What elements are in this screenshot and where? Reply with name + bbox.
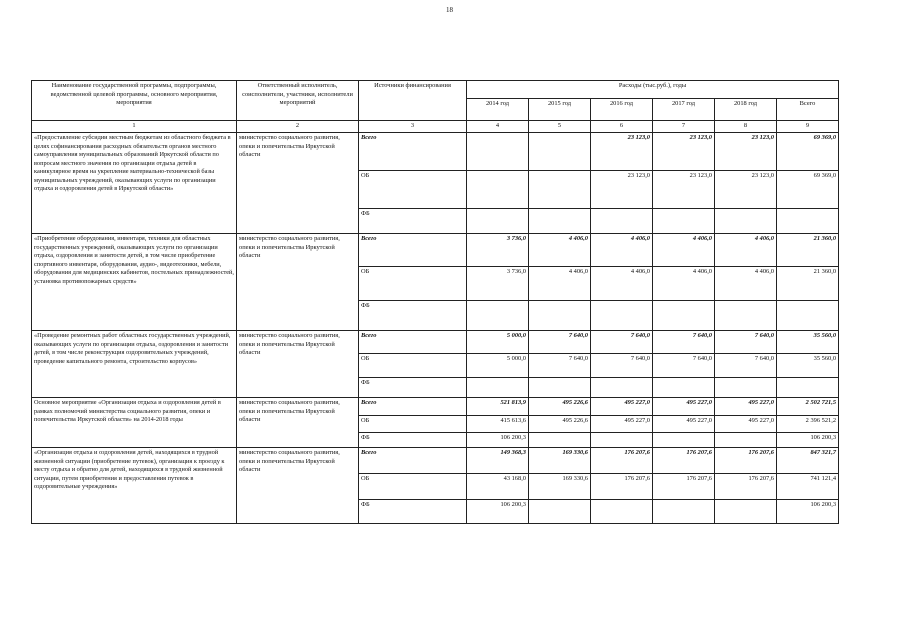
year-value: 23 123,0: [653, 133, 715, 171]
year-value: [591, 378, 653, 398]
year-value: 3 736,0: [467, 234, 529, 267]
year-value: 495 226,6: [529, 398, 591, 416]
table-body: [32, 133, 839, 524]
year-value: 7 640,0: [715, 331, 777, 354]
column-number: 8: [715, 121, 777, 133]
year-value: 4 406,0: [529, 267, 591, 301]
total-value: 35 560,0: [777, 331, 839, 354]
year-value: 23 123,0: [653, 171, 715, 209]
header-year: 2018 год: [715, 99, 777, 121]
funding-source: Всего: [359, 398, 467, 416]
year-value: [529, 500, 591, 524]
funding-source: Всего: [359, 448, 467, 474]
year-value: 106 200,3: [467, 433, 529, 448]
year-value: 7 640,0: [715, 354, 777, 378]
funding-source: Всего: [359, 133, 467, 171]
total-value: 21 360,0: [777, 267, 839, 301]
year-value: 7 640,0: [529, 331, 591, 354]
year-value: 7 640,0: [591, 354, 653, 378]
executor: министерство социального развития, опеки и попечительства Иркутской области: [237, 331, 359, 398]
funding-source: ОБ: [359, 416, 467, 433]
year-value: [715, 378, 777, 398]
year-value: 521 813,9: [467, 398, 529, 416]
executor: министерство социального развития, опеки и попечительства Иркутской области: [237, 398, 359, 448]
year-value: 176 207,6: [653, 474, 715, 500]
year-value: 495 227,0: [653, 398, 715, 416]
funding-source: Всего: [359, 331, 467, 354]
year-value: 5 000,0: [467, 354, 529, 378]
year-value: 4 406,0: [591, 234, 653, 267]
year-value: [467, 209, 529, 234]
expenses-table: [31, 80, 839, 524]
funding-source: ОБ: [359, 171, 467, 209]
column-number: 9: [777, 121, 839, 133]
year-value: 176 207,6: [591, 474, 653, 500]
year-value: [715, 433, 777, 448]
total-value: 21 360,0: [777, 234, 839, 267]
measure-name: «Приобретение оборудования, инвентаря, техники для областных государственных учреждений, оказывающих услуги по организации отдыха, оздоровления и занятости детей, в том числе приобретение спортивного инвентаря, оборудования, аудио-, видеотехники, мебели, оборудования для медицинских кабинетов, постельных принадлежностей, установка противопожарных средств»: [32, 234, 237, 331]
year-value: [529, 301, 591, 331]
year-value: 495 227,0: [653, 416, 715, 433]
year-value: 23 123,0: [591, 171, 653, 209]
year-value: 495 227,0: [591, 398, 653, 416]
year-value: [715, 500, 777, 524]
year-value: 5 000,0: [467, 331, 529, 354]
year-value: [653, 378, 715, 398]
column-number: 3: [359, 121, 467, 133]
year-value: 4 406,0: [715, 234, 777, 267]
header-expenses: Расходы (тыс.руб.), годы: [467, 81, 839, 99]
table-row: [32, 448, 839, 474]
year-value: 495 226,6: [529, 416, 591, 433]
year-value: [715, 301, 777, 331]
header-total: Всего: [777, 99, 839, 121]
year-value: 4 406,0: [591, 267, 653, 301]
total-value: [777, 301, 839, 331]
table-row: [32, 398, 839, 416]
year-value: [715, 209, 777, 234]
measure-name: Основное мероприятие «Организация отдыха и оздоровления детей в рамках полномочий министерства социального развития, опеки и попечительства Иркутской области» на 2014-2018 годы: [32, 398, 237, 448]
year-value: 4 406,0: [653, 234, 715, 267]
year-value: [591, 500, 653, 524]
total-value: 2 396 521,2: [777, 416, 839, 433]
funding-source: ОБ: [359, 474, 467, 500]
year-value: 495 227,0: [591, 416, 653, 433]
column-number: 7: [653, 121, 715, 133]
year-value: 23 123,0: [715, 133, 777, 171]
page-number: 18: [446, 6, 453, 14]
total-value: [777, 209, 839, 234]
executor: министерство социального развития, опеки и попечительства Иркутской области: [237, 133, 359, 234]
funding-source: ОБ: [359, 354, 467, 378]
year-value: [529, 433, 591, 448]
year-value: [467, 378, 529, 398]
total-value: 69 369,0: [777, 171, 839, 209]
total-value: 2 502 721,5: [777, 398, 839, 416]
header-sources: Источники финансирования: [359, 81, 467, 121]
year-value: 4 406,0: [529, 234, 591, 267]
year-value: [653, 500, 715, 524]
funding-source: ФБ: [359, 500, 467, 524]
total-value: 106 200,3: [777, 433, 839, 448]
year-value: 4 406,0: [653, 267, 715, 301]
year-value: 3 736,0: [467, 267, 529, 301]
year-value: 495 227,0: [715, 398, 777, 416]
column-number: 5: [529, 121, 591, 133]
year-value: 23 123,0: [715, 171, 777, 209]
measure-name: «Предоставление субсидии местным бюджетам из областного бюджета в целях софинансирования расходных обязательств органов местного самоуправления муниципальных образований Иркутской области по вопросам местного значения по организации отдыха детей в каникулярное время на укрепление материально-технической базы муниципальных учреждений, оказывающих услуги по организации отдыха и оздоровления детей в Иркутской области»: [32, 133, 237, 234]
year-value: 176 207,6: [715, 474, 777, 500]
year-value: [653, 209, 715, 234]
column-number: 1: [32, 121, 237, 133]
header-year: 2017 год: [653, 99, 715, 121]
table-row: [32, 331, 839, 354]
total-value: 741 121,4: [777, 474, 839, 500]
executor: министерство социального развития, опеки и попечительства Иркутской области: [237, 448, 359, 524]
funding-source: ОБ: [359, 267, 467, 301]
table-row: [32, 234, 839, 267]
header-year: 2014 год: [467, 99, 529, 121]
measure-name: «Организация отдыха и оздоровления детей, находящихся в трудной жизненной ситуации (приобретение путевок), организация к проезду к месту отдыха и обратно для детей, находящихся в трудной жизненной ситуации, путем приобретения и предоставления путевок в оздоровительные учреждения»: [32, 448, 237, 524]
year-value: 43 168,0: [467, 474, 529, 500]
year-value: [529, 378, 591, 398]
funding-source: Всего: [359, 234, 467, 267]
header-name: Наименование государственной программы, подпрограммы, ведомственной целевой программы, основного мероприятия, мероприятия: [32, 81, 237, 121]
table-row: [32, 133, 839, 171]
year-value: [653, 433, 715, 448]
total-value: 106 200,3: [777, 500, 839, 524]
total-value: 847 321,7: [777, 448, 839, 474]
year-value: 7 640,0: [653, 354, 715, 378]
funding-source: ФБ: [359, 433, 467, 448]
total-value: 69 369,0: [777, 133, 839, 171]
column-number: 4: [467, 121, 529, 133]
year-value: 169 330,6: [529, 448, 591, 474]
year-value: [653, 301, 715, 331]
year-value: 7 640,0: [653, 331, 715, 354]
funding-source: ФБ: [359, 378, 467, 398]
measure-name: «Проведение ремонтных работ областных государственных учреждений, оказывающих услуги по организации отдыха, оздоровления и занятости детей, в том числе реконструкция оздоровительных учреждений, проведение капитального ремонта, строительство корпусов»: [32, 331, 237, 398]
total-value: [777, 378, 839, 398]
year-value: [467, 301, 529, 331]
year-value: 176 207,6: [715, 448, 777, 474]
column-number: 6: [591, 121, 653, 133]
header-year: 2016 год: [591, 99, 653, 121]
year-value: 495 227,0: [715, 416, 777, 433]
year-value: [467, 171, 529, 209]
year-value: [529, 209, 591, 234]
column-number: 2: [237, 121, 359, 133]
header-year: 2015 год: [529, 99, 591, 121]
funding-source: ФБ: [359, 209, 467, 234]
executor: министерство социального развития, опеки и попечительства Иркутской области: [237, 234, 359, 331]
total-value: 35 560,0: [777, 354, 839, 378]
year-value: 176 207,6: [653, 448, 715, 474]
year-value: [467, 133, 529, 171]
year-value: 106 200,3: [467, 500, 529, 524]
year-value: 176 207,6: [591, 448, 653, 474]
year-value: [591, 433, 653, 448]
year-value: [591, 209, 653, 234]
year-value: [591, 301, 653, 331]
year-value: 4 406,0: [715, 267, 777, 301]
header-executor: Ответственный исполнитель, соисполнители, участники, исполнители мероприятий: [237, 81, 359, 121]
year-value: [529, 171, 591, 209]
year-value: 169 330,6: [529, 474, 591, 500]
funding-source: ФБ: [359, 301, 467, 331]
year-value: 7 640,0: [591, 331, 653, 354]
year-value: 23 123,0: [591, 133, 653, 171]
year-value: [529, 133, 591, 171]
year-value: 7 640,0: [529, 354, 591, 378]
year-value: 149 368,3: [467, 448, 529, 474]
year-value: 415 613,6: [467, 416, 529, 433]
